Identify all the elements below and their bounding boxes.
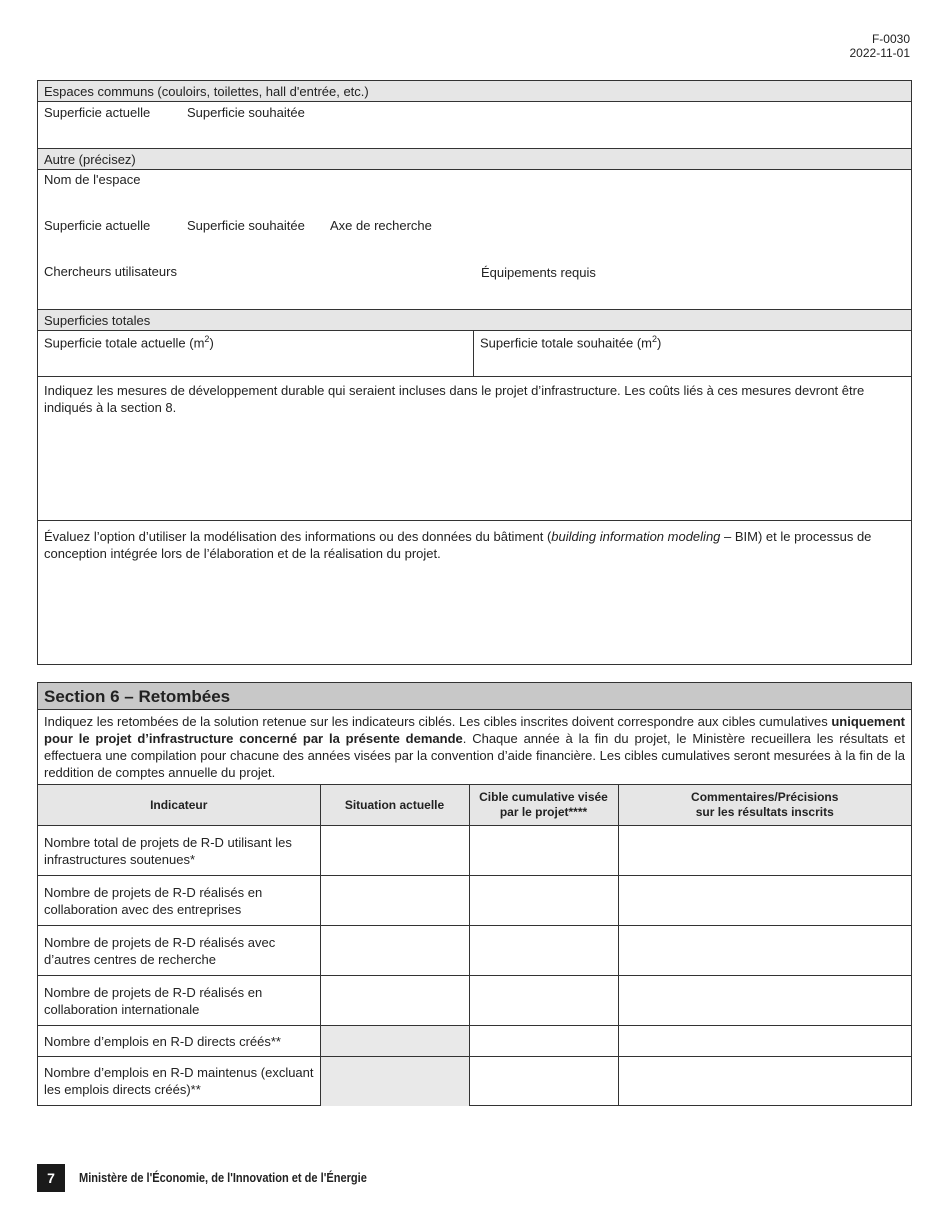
- current-cell[interactable]: [320, 976, 469, 1026]
- totals-row: [38, 331, 911, 377]
- research-axis-field[interactable]: [327, 214, 911, 258]
- desired-total-field[interactable]: [474, 331, 911, 376]
- table-row: [38, 926, 911, 976]
- research-axis-label: Axe de recherche: [330, 218, 432, 233]
- indicator-cell: Nombre d’emplois en R-D directs créés**: [38, 1026, 320, 1057]
- table-row: [38, 876, 911, 926]
- sustainable-development-field[interactable]: [38, 377, 911, 521]
- col-current: Situation actuelle: [320, 785, 469, 826]
- current-cell-disabled: [320, 1057, 469, 1106]
- target-cell[interactable]: [469, 1057, 618, 1106]
- col-comments: Commentaires/Précisions sur les résultats inscrits: [618, 785, 911, 826]
- table-header-row: [38, 785, 911, 826]
- table-row: [38, 826, 911, 876]
- bim-field[interactable]: [38, 521, 911, 661]
- common-spaces-row: [38, 102, 911, 149]
- researchers-field[interactable]: [38, 260, 473, 308]
- table-row: [38, 1057, 911, 1106]
- equipment-field[interactable]: [475, 260, 911, 308]
- page-number: 7: [37, 1164, 65, 1192]
- common-spaces-header: Espaces communs (couloirs, toilettes, hall d'entrée, etc.): [38, 81, 911, 102]
- current-cell[interactable]: [320, 876, 469, 926]
- target-cell[interactable]: [469, 1026, 618, 1057]
- ministry-name: Ministère de l'Économie, de l'Innovation et de l'Énergie: [79, 1170, 367, 1185]
- section-6-intro: Indiquez les retombées de la solution retenue sur les indicateurs ciblés. Les cibles inscrites doivent correspondre aux cibles cumulatives uniquement pour le projet d’infrastructure concerné par la présente demande. Chaque année à la fin du projet, le Ministère recueillera les résultats et effectuera une compilation pour chacune des années visées par la convention d’aide financière. Les cibles cumulatives seront mesurées à la fin de la reddition de comptes annuelle du projet.: [38, 710, 911, 785]
- comments-cell[interactable]: [618, 1057, 911, 1106]
- other-desired-area-field[interactable]: [180, 214, 325, 258]
- desired-total-label: Superficie totale souhaitée $(m^2)$: [480, 334, 662, 351]
- space-name-label: Nom de l'espace: [44, 172, 141, 187]
- outcomes-table: [38, 785, 911, 1106]
- comments-cell[interactable]: [618, 976, 911, 1026]
- target-cell[interactable]: [469, 876, 618, 926]
- common-current-area-field[interactable]: [38, 102, 178, 148]
- comments-cell[interactable]: [618, 876, 911, 926]
- col-indicator: Indicateur: [38, 785, 320, 826]
- table-row: [38, 976, 911, 1026]
- section-6: [37, 682, 912, 1106]
- sustainable-development-prompt: Indiquez les mesures de développement durable qui seraient incluses dans le projet d’infrastructure. Les coûts liés à ces mesures devront être indiqués à la section 8.: [44, 383, 865, 415]
- comments-cell[interactable]: [618, 926, 911, 976]
- spaces-form-block: [37, 80, 912, 665]
- form-code: F-0030: [871, 32, 910, 46]
- common-current-area-label: Superficie actuelle: [44, 105, 151, 120]
- indicator-cell: Nombre de projets de R-D réalisés avec d’autres centres de recherche: [38, 926, 320, 976]
- table-row: [38, 1026, 911, 1057]
- target-cell[interactable]: [469, 826, 618, 876]
- current-cell[interactable]: [320, 926, 469, 976]
- other-current-area-label: Superficie actuelle: [44, 218, 151, 233]
- comments-cell[interactable]: [618, 826, 911, 876]
- totals-header: Superficies totales: [38, 310, 911, 331]
- common-desired-area-field[interactable]: [180, 102, 340, 148]
- indicator-cell: Nombre de projets de R-D réalisés en collaboration avec des entreprises: [38, 876, 320, 926]
- equipment-label: Équipements requis: [481, 265, 596, 280]
- target-cell[interactable]: [469, 976, 618, 1026]
- current-cell[interactable]: [320, 826, 469, 876]
- common-desired-area-label: Superficie souhaitée: [187, 105, 305, 120]
- other-header: Autre (précisez): [38, 149, 911, 170]
- other-desired-area-label: Superficie souhaitée: [187, 218, 305, 233]
- other-row: [38, 170, 911, 310]
- current-total-label: Superficie totale actuelle $(m^2)$: [44, 334, 214, 351]
- other-current-area-field[interactable]: [38, 214, 178, 258]
- comments-cell[interactable]: [618, 1026, 911, 1057]
- researchers-label: Chercheurs utilisateurs: [44, 264, 177, 279]
- form-date: 2022-11-01: [849, 46, 910, 60]
- form-identifier: [850, 32, 911, 60]
- bim-prompt: Évaluez l’option d’utiliser la modélisation des informations ou des données du bâtiment (building information modeling – BIM) et le processus de conception intégrée lors de l’élaboration et de la réalisation du projet.: [44, 529, 872, 561]
- section-6-title: Section 6 – Retombées: [38, 683, 911, 710]
- current-cell-disabled: [320, 1026, 469, 1057]
- indicator-cell: Nombre total de projets de R-D utilisant les infrastructures soutenues*: [38, 826, 320, 876]
- space-name-field[interactable]: [38, 170, 911, 212]
- indicator-cell: Nombre de projets de R-D réalisés en collaboration internationale: [38, 976, 320, 1026]
- current-total-field[interactable]: [38, 331, 474, 376]
- col-target: Cible cumulative visée par le projet****: [469, 785, 618, 826]
- target-cell[interactable]: [469, 926, 618, 976]
- indicator-cell: Nombre d’emplois en R-D maintenus (excluant les emplois directs créés)**: [38, 1057, 320, 1106]
